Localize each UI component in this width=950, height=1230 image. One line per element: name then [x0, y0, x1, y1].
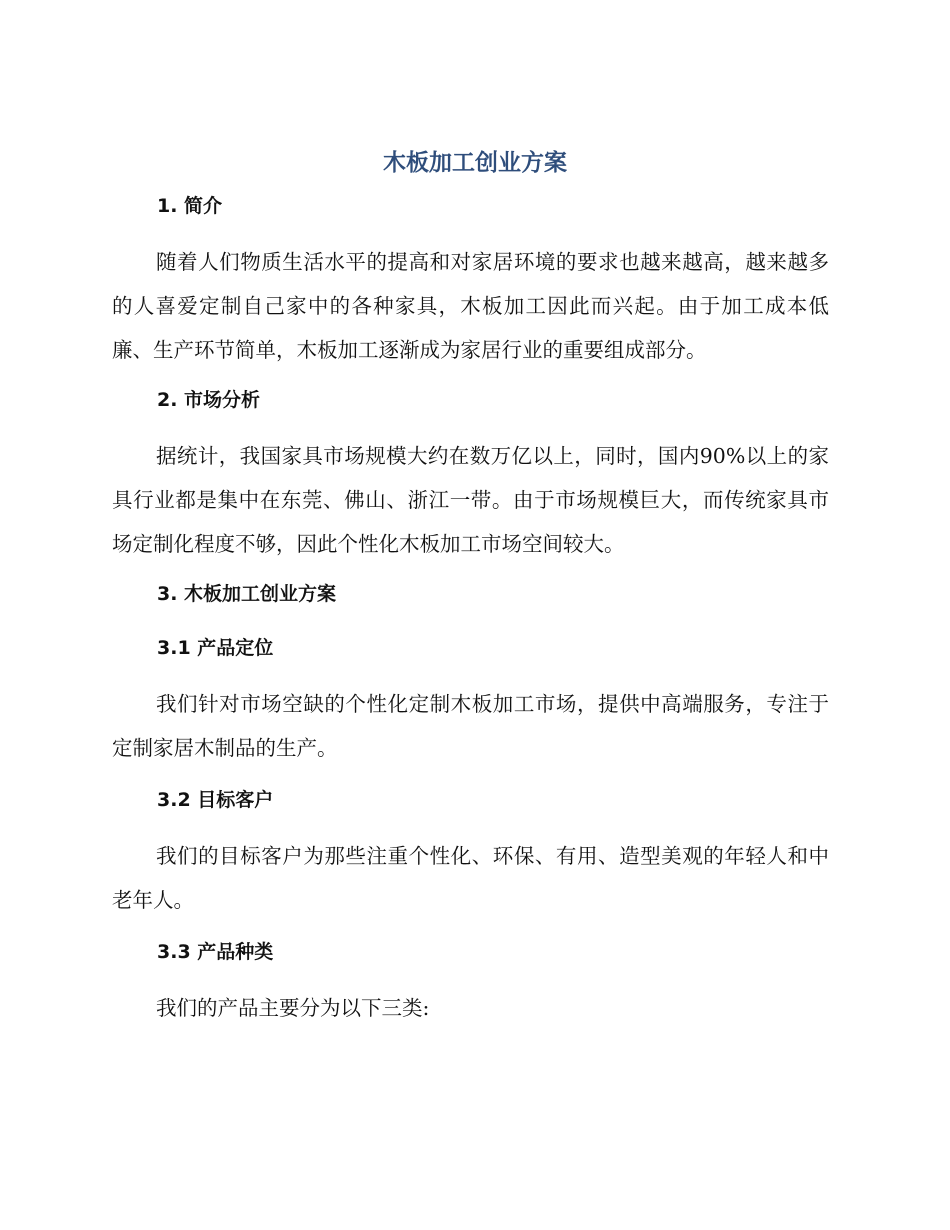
section-paragraph-product-positioning: 我们针对市场空缺的个性化定制木板加工市场，提供中高端服务，专注于定制家居木制品的生产。	[112, 692, 829, 760]
section-heading-target-customers: 3.2 目标客户	[157, 789, 274, 811]
section-paragraph-intro: 随着人们物质生活水平的提高和对家居环境的要求也越来越高，越来越多的人喜爱定制自己家中的各种家具，木板加工因此而兴起。由于加工成本低廉、生产环节简单，木板加工逐渐成为家居行业的重要组成部分。	[112, 250, 829, 362]
section-heading-startup-plan: 3. 木板加工创业方案	[157, 583, 337, 605]
section-heading-product-positioning: 3.1 产品定位	[157, 637, 274, 659]
document-title: 木板加工创业方案	[383, 150, 567, 176]
section-heading-product-categories: 3.3 产品种类	[157, 941, 274, 963]
section-paragraph-market-analysis: 据统计，我国家具市场规模大约在数万亿以上，同时，国内90%以上的家具行业都是集中在东莞、佛山、浙江一带。由于市场规模巨大，而传统家具市场定制化程度不够，因此个性化木板加工市场空间较大。	[112, 444, 829, 556]
section-heading-intro: 1. 简介	[157, 195, 223, 217]
section-heading-market-analysis: 2. 市场分析	[157, 389, 261, 411]
section-paragraph-target-customers: 我们的目标客户为那些注重个性化、环保、有用、造型美观的年轻人和中老年人。	[112, 844, 829, 912]
section-paragraph-product-categories: 我们的产品主要分为以下三类:	[156, 996, 430, 1020]
